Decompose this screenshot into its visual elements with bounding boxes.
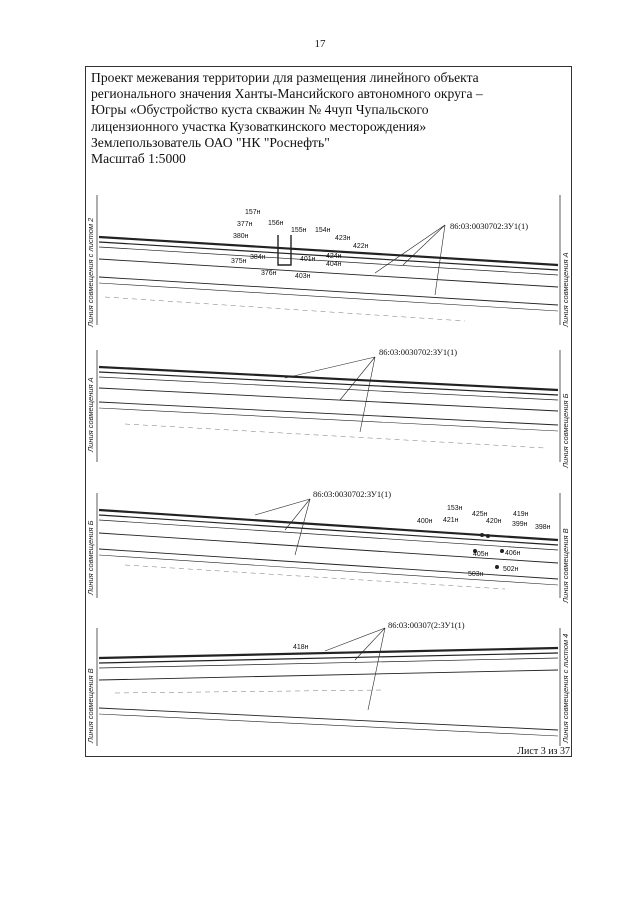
point-label: 503н (468, 571, 484, 578)
cadastral-number-label: 86:03:0030702:ЗУ1(1) (313, 489, 392, 499)
point-label: 419н (513, 511, 529, 518)
point-label: 384н (250, 254, 266, 261)
point-label: 157н (245, 209, 261, 216)
plan-section-3 (85, 485, 572, 605)
left-match-line-label: Линия совмещения с листом 2 (86, 217, 95, 327)
left-match-line-label: Линия совмещения В (86, 668, 95, 743)
header-line-2: регионального значения Ханты-Мансийского автономного округа – (91, 86, 483, 102)
cadastral-number-label: 86:03:00307(2:ЗУ1(1) (388, 620, 465, 630)
point-label: 406н (505, 550, 521, 557)
point-label: 425н (472, 511, 488, 518)
point-label: 403н (295, 273, 311, 280)
page-number: 17 (314, 38, 326, 50)
point-label: 502н (503, 566, 519, 573)
point-label: 154н (315, 227, 331, 234)
header-line-3: Югры «Обустройство куста скважин № 4чуп Чупальского (91, 102, 429, 118)
header-line-4: лицензионного участка Кузоваткинского месторождения» (91, 118, 427, 134)
document-header (91, 70, 561, 167)
left-match-line-label: Линия совмещения А (86, 377, 95, 452)
right-match-line-label: Линия совмещения А (561, 252, 570, 327)
point-label: 405н (473, 551, 489, 558)
cadastral-number-label: 86:03:0030702:ЗУ1(1) (450, 221, 529, 231)
sheet-number: Лист 3 из 37 (517, 746, 570, 757)
right-match-line-label: Линия совмещения с листом 4 (561, 633, 570, 743)
plan-section-2 (85, 340, 572, 470)
point-label: 156н (268, 220, 284, 227)
point-label: 423н (335, 235, 351, 242)
plan-section-4 (85, 618, 572, 748)
point-label: 420н (486, 518, 502, 525)
cadastral-number-label: 86:03:0030702:ЗУ1(1) (379, 347, 458, 357)
left-match-line-label: Линия совмещения Б (86, 520, 95, 595)
point-label: 375н (231, 258, 247, 265)
header-line-1: Проект межевания территории для размещения линейного объекта (91, 70, 479, 85)
point-label: 377н (237, 221, 253, 228)
point-label: 418н (293, 644, 309, 651)
point-label: 400н (417, 518, 433, 525)
plan-section-1 (85, 185, 572, 335)
right-match-line-label: Линия совмещения В (561, 528, 570, 603)
header-line-6-scale: Масштаб 1:5000 (91, 151, 186, 167)
point-label: 155н (291, 227, 307, 234)
point-label: 404н (326, 261, 342, 268)
point-label: 398н (535, 524, 551, 531)
header-line-5-land-user: Землепользователь ОАО "НК "Роснефть" (91, 134, 330, 150)
point-label: 401н (300, 256, 316, 263)
point-label: 421н (443, 517, 459, 524)
point-label: 376н (261, 270, 277, 277)
point-label: 153н (447, 505, 463, 512)
point-label: 424н (326, 253, 342, 260)
point-label: 380н (233, 233, 249, 240)
point-label: 399н (512, 521, 528, 528)
point-label: 422н (353, 243, 369, 250)
right-match-line-label: Линия совмещения Б (561, 393, 570, 468)
